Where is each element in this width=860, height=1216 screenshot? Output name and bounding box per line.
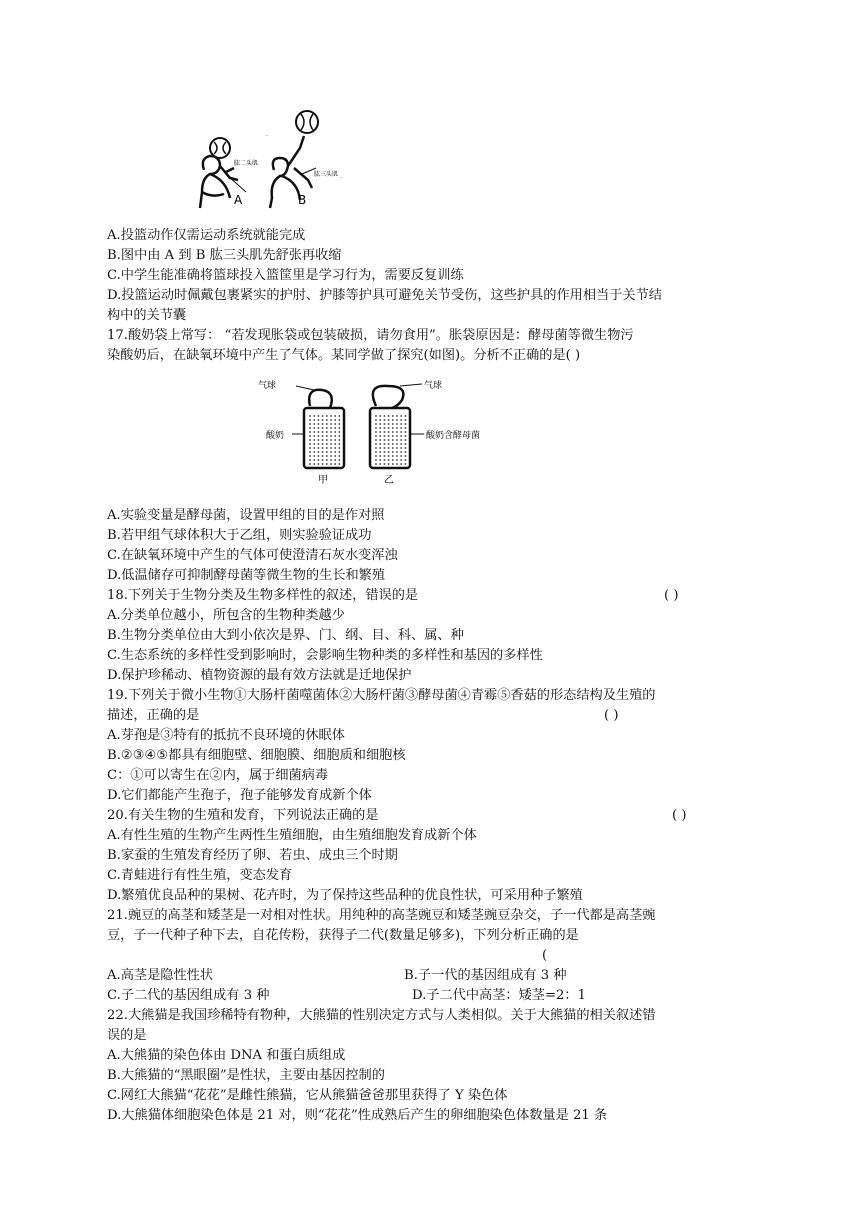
yogurt-dot — [313, 419, 315, 421]
yogurt-dot — [400, 455, 402, 457]
yogurt-dot — [396, 443, 398, 445]
yogurt-dot — [379, 423, 381, 425]
yogurt-dot — [388, 447, 390, 449]
yogurt-dot — [326, 447, 328, 449]
yogurt-dot — [405, 455, 407, 457]
yogurt-dot — [400, 427, 402, 429]
yogurt-dot — [384, 435, 386, 437]
yogurt-dot — [388, 419, 390, 421]
yogurt-dot — [318, 439, 320, 441]
yogurt-dot — [334, 423, 336, 425]
yogurt-dot — [330, 427, 332, 429]
person-a-icon — [200, 156, 238, 208]
yogurt-dot — [405, 463, 407, 465]
q21-stem: 21.豌豆的高茎和矮茎是一对相对性状。用纯种的高茎豌豆和矮茎豌豆杂交，子一代都是高茎豌 — [107, 908, 656, 923]
yogurt-dot — [313, 435, 315, 437]
yogurt-dot — [396, 451, 398, 453]
yogurt-dot — [339, 455, 341, 457]
yogurt-dot — [322, 427, 324, 429]
q20-option-a: A.有性生殖的生物产生两性生殖细胞，由生殖细胞发育成新个体 — [107, 828, 477, 843]
yogurt-dot — [400, 415, 402, 417]
q16-option-c: C.中学生能准确将篮球投入篮筐里是学习行为，需要反复训练 — [107, 268, 464, 283]
yogurt-dot — [379, 447, 381, 449]
yogurt-dot — [309, 415, 311, 417]
label-a: A — [234, 193, 243, 207]
yogurt-dot — [400, 435, 402, 437]
yogurt-dot — [326, 459, 328, 461]
yogurt-dot — [384, 423, 386, 425]
yogurt-dot — [384, 443, 386, 445]
yogurt-dot — [309, 427, 311, 429]
yogurt-dot — [375, 447, 377, 449]
q18-option-b: B.生物分类单位由大到小依次是界、门、纲、目、科、属、种 — [107, 628, 464, 643]
q22-option-a: A.大熊猫的染色体由 DNA 和蛋白质组成 — [107, 1048, 346, 1063]
yogurt-dot — [313, 415, 315, 417]
yogurt-dot — [379, 427, 381, 429]
yogurt-dot — [379, 443, 381, 445]
yogurt-dot — [326, 439, 328, 441]
yogurt-dot — [322, 415, 324, 417]
yogurt-dot — [396, 435, 398, 437]
yogurt-dot — [384, 447, 386, 449]
yogurt-dot — [318, 423, 320, 425]
yogurt-dot — [384, 451, 386, 453]
yogurt-dot — [330, 439, 332, 441]
yogurt-dot — [334, 447, 336, 449]
q21-option-a: A.高茎是隐性性状 — [107, 968, 214, 983]
yogurt-dot — [392, 431, 394, 433]
yogurt-dot — [384, 439, 386, 441]
yogurt-dot — [322, 439, 324, 441]
yogurt-dot — [334, 439, 336, 441]
yogurt-dot — [392, 455, 394, 457]
yogurt-dot — [330, 447, 332, 449]
q22-option-d: D.大熊猫体细胞染色体是 21 对，则“花花”性成熟后产生的卵细胞染色体数量是 21 条 — [107, 1108, 608, 1123]
yogurt-dot — [339, 459, 341, 461]
yogurt-dot — [339, 443, 341, 445]
yogurt-dot — [388, 459, 390, 461]
q19-option-a: A.芽孢是③特有的抵抗不良环境的休眠体 — [107, 728, 345, 743]
balloon-left-label: 气球 — [258, 381, 277, 391]
yogurt-dot — [330, 443, 332, 445]
balloon-right-label: 气球 — [424, 381, 443, 391]
yogurt-dot — [392, 427, 394, 429]
yogurt-dot — [388, 455, 390, 457]
yogurt-dot — [309, 455, 311, 457]
yogurt-dot — [405, 459, 407, 461]
yogurt-dot — [375, 459, 377, 461]
label-b: B — [298, 193, 307, 207]
q17-stem-cont: 染酸奶后，在缺氧环境中产生了气体。某同学做了探究(如图)。分析不正确的是( ) — [107, 348, 581, 363]
yogurt-dot — [309, 463, 311, 465]
yogurt-dot — [326, 427, 328, 429]
yogurt-dot — [326, 451, 328, 453]
yogurt-dot — [375, 443, 377, 445]
jia-label: 甲 — [318, 475, 328, 486]
yogurt-dot — [405, 439, 407, 441]
yogurt-dot — [322, 447, 324, 449]
q18-option-a: A.分类单位越小，所包含的生物种类越少 — [107, 608, 345, 623]
yogurt-dot — [318, 427, 320, 429]
yogurt-dot — [375, 419, 377, 421]
yogurt-dot — [309, 419, 311, 421]
yogurt-dot — [396, 419, 398, 421]
yogurt-dot — [318, 451, 320, 453]
yogurt-dot — [400, 447, 402, 449]
yogurt-dot — [396, 455, 398, 457]
q16-option-a: A.投篮动作仅需运动系统就能完成 — [107, 228, 306, 243]
yogurt-dot — [309, 459, 311, 461]
q22-stem-cont: 误的是 — [107, 1028, 147, 1043]
yogurt-dot — [379, 459, 381, 461]
q18-option-c: C.生态系统的多样性受到影响时，会影响生物种类的多样性和基因的多样性 — [107, 648, 543, 663]
q21-option-b: B.子一代的基因组成有 3 种 — [404, 968, 567, 983]
yogurt-dot — [309, 431, 311, 433]
yogurt-dot — [375, 435, 377, 437]
q18-option-d: D.保护珍稀动、植物资源的最有效方法就是迁地保护 — [107, 668, 412, 683]
yogurt-dot — [339, 439, 341, 441]
yogurt-dot — [405, 427, 407, 429]
bag-jia-icon — [304, 408, 344, 468]
yogurt-dot — [405, 443, 407, 445]
yogurt-dot — [330, 419, 332, 421]
yogurt-dot — [322, 431, 324, 433]
yogurt-dot — [392, 439, 394, 441]
yogurt-dot — [396, 447, 398, 449]
q21-answer-paren: ( — [542, 948, 548, 963]
yogurt-dot — [392, 451, 394, 453]
yi-label: 乙 — [384, 475, 394, 486]
yogurt-dot — [326, 431, 328, 433]
muscle-a-label: 肱二头肌 — [234, 160, 259, 167]
yogurt-dot — [405, 451, 407, 453]
q19-stem-cont: 描述，正确的是 — [107, 708, 200, 723]
yogurt-dot — [330, 423, 332, 425]
yogurt-dot — [388, 415, 390, 417]
yogurt-dot — [392, 463, 394, 465]
yogurt-dot — [384, 415, 386, 417]
yogurt-dot — [330, 451, 332, 453]
q19-stem: 19.下列关于微小生物①大肠杆菌噬菌体②大肠杆菌③酵母菌④青霉⑤香菇的形态结构及生殖的 — [107, 688, 656, 703]
q21-option-c: C.子二代的基因组成有 3 种 — [107, 988, 270, 1003]
q22-stem: 22.大熊猫是我国珍稀特有物种，大熊猫的性别决定方式与人类相似。关于大熊猫的相关叙述错 — [107, 1008, 656, 1023]
yogurt-dot — [388, 435, 390, 437]
svg-text:·: · — [340, 175, 342, 182]
yogurt-dot — [405, 435, 407, 437]
yogurt-dot — [400, 451, 402, 453]
yogurt-dot — [392, 435, 394, 437]
yogurt-dot — [384, 459, 386, 461]
yogurt-dot — [392, 443, 394, 445]
yogurt-dot — [379, 419, 381, 421]
yogurt-dot — [388, 463, 390, 465]
yogurt-dot — [313, 463, 315, 465]
yogurt-dot — [375, 463, 377, 465]
yogurt-dot — [326, 423, 328, 425]
yogurt-dot — [405, 415, 407, 417]
yogurt-dot — [384, 431, 386, 433]
yogurt-dot — [334, 435, 336, 437]
yogurt-dot — [313, 427, 315, 429]
yogurt-dot — [392, 459, 394, 461]
yogurt-dot — [400, 423, 402, 425]
q18-answer-paren: ( ) — [664, 588, 679, 603]
yogurt-dot — [313, 443, 315, 445]
q17-stem: 17.酸奶袋上常写： “若发现胀袋或包装破损，请勿食用”。胀袋原因是：酵母菌等微生物污 — [107, 328, 634, 343]
yogurt-dot — [313, 431, 315, 433]
q16-option-b: B.图中由 A 到 B 肱三头肌先舒张再收缩 — [107, 248, 342, 263]
yogurt-dot — [396, 423, 398, 425]
q18-stem: 18.下列关于生物分类及生物多样性的叙述，错误的是 — [107, 588, 419, 603]
yogurt-dot — [388, 431, 390, 433]
yogurt-dot — [318, 435, 320, 437]
yogurt-dot — [375, 427, 377, 429]
yogurt-dot — [388, 439, 390, 441]
yogurt-dot — [334, 443, 336, 445]
yogurt-dot — [313, 455, 315, 457]
yogurt-dot — [322, 419, 324, 421]
yogurt-dot — [309, 439, 311, 441]
yogurt-dot — [330, 435, 332, 437]
yogurt-dot — [330, 455, 332, 457]
yogurt-dot — [339, 447, 341, 449]
yogurt-dot — [318, 443, 320, 445]
q20-option-c: C.青蛙进行有性生殖，变态发育 — [107, 868, 293, 883]
yogurt-dot — [334, 463, 336, 465]
yogurt-dot — [322, 459, 324, 461]
yogurt-dot — [379, 415, 381, 417]
yogurt-dot — [334, 419, 336, 421]
yogurt-dot — [396, 439, 398, 441]
yogurt-dot — [379, 439, 381, 441]
yogurt-dot — [384, 455, 386, 457]
yogurt-dot — [326, 419, 328, 421]
yogurt-dot — [388, 423, 390, 425]
yogurt-dot — [379, 455, 381, 457]
yogurt-dot — [322, 443, 324, 445]
yogurt-dot — [322, 463, 324, 465]
q17-option-d: D.低温储存可抑制酵母菌等微生物的生长和繁殖 — [107, 568, 386, 583]
yogurt-dot — [318, 415, 320, 417]
yogurt-dot — [392, 447, 394, 449]
yogurt-dot — [405, 423, 407, 425]
yogurt-dot — [326, 443, 328, 445]
yogurt-dot — [313, 459, 315, 461]
yogurt-dot — [379, 431, 381, 433]
yogurt-dot — [318, 419, 320, 421]
yogurt-dot — [339, 435, 341, 437]
yogurt-dot — [400, 443, 402, 445]
q17-option-a: A.实验变量是酵母菌，设置甲组的目的是作对照 — [107, 508, 385, 523]
yogurt-dot — [318, 455, 320, 457]
left-bag-label: 酸奶 — [266, 431, 285, 441]
yogurt-dot — [339, 419, 341, 421]
yogurt-dot — [375, 439, 377, 441]
yogurt-dot — [326, 463, 328, 465]
yogurt-dot — [326, 415, 328, 417]
yogurt-dot — [322, 451, 324, 453]
yogurt-dot — [313, 423, 315, 425]
yogurt-dot — [375, 451, 377, 453]
yogurt-dot — [396, 415, 398, 417]
yogurt-dot — [375, 455, 377, 457]
yogurt-dot — [392, 423, 394, 425]
yogurt-dot — [392, 419, 394, 421]
yogurt-dot — [339, 427, 341, 429]
q16-option-d-cont: 构中的关节囊 — [107, 308, 187, 323]
q22-option-b: B.大熊猫的“黑眼圈”是性状，主要由基因控制的 — [107, 1068, 385, 1083]
yogurt-dot — [392, 415, 394, 417]
yogurt-dot — [388, 427, 390, 429]
yogurt-dot — [388, 443, 390, 445]
yogurt-dot — [334, 427, 336, 429]
yogurt-dot — [396, 463, 398, 465]
ball-b-icon — [296, 111, 318, 133]
yogurt-dot — [400, 459, 402, 461]
yogurt-dot — [309, 423, 311, 425]
yogurt-dot — [384, 427, 386, 429]
yogurt-dot — [318, 459, 320, 461]
yogurt-dot — [384, 463, 386, 465]
yogurt-bag-figure — [256, 376, 506, 486]
svg-text:·: · — [266, 133, 268, 140]
q19-option-d: D.它们都能产生孢子，孢子能够发育成新个体 — [107, 788, 372, 803]
yogurt-dot — [330, 415, 332, 417]
yogurt-dot — [313, 439, 315, 441]
yogurt-dot — [318, 463, 320, 465]
yogurt-dot — [396, 427, 398, 429]
yogurt-dot — [375, 431, 377, 433]
right-bag-label: 酸奶含酵母菌 — [426, 431, 481, 441]
yogurt-dot — [379, 435, 381, 437]
yogurt-dot — [334, 459, 336, 461]
yogurt-dot — [400, 439, 402, 441]
yogurt-dot — [388, 451, 390, 453]
yogurt-dot — [309, 447, 311, 449]
yogurt-dot — [339, 423, 341, 425]
yogurt-dot — [309, 451, 311, 453]
q17-option-c: C.在缺氧环境中产生的气体可使澄清石灰水变浑浊 — [107, 548, 398, 563]
yogurt-dot — [326, 435, 328, 437]
yogurt-dot — [322, 435, 324, 437]
q16-option-d: D.投篮运动时佩戴包裹紧实的护肘、护膝等护具可避免关节受伤，这些护具的作用相当于关节结 — [107, 288, 662, 303]
yogurt-dot — [309, 435, 311, 437]
yogurt-dot — [339, 415, 341, 417]
basketball-figure — [190, 108, 360, 214]
yogurt-dot — [396, 459, 398, 461]
yogurt-dot — [375, 423, 377, 425]
yogurt-dot — [405, 431, 407, 433]
q19-option-c: C：①可以寄生在②内，属于细菌病毒 — [107, 768, 329, 783]
bag-yi-icon — [370, 408, 410, 468]
q19-answer-paren: ( ) — [604, 708, 619, 723]
yogurt-dot — [405, 447, 407, 449]
yogurt-dot — [400, 463, 402, 465]
q19-option-b: B.②③④⑤都具有细胞壁、细胞膜、细胞质和细胞核 — [107, 748, 406, 763]
yogurt-dot — [379, 451, 381, 453]
yogurt-dot — [334, 431, 336, 433]
q20-answer-paren: ( ) — [672, 808, 687, 823]
yogurt-dot — [396, 431, 398, 433]
q20-stem: 20.有关生物的生殖和发育，下列说法正确的是 — [107, 808, 379, 823]
yogurt-dot — [309, 443, 311, 445]
yogurt-dot — [326, 455, 328, 457]
yogurt-dot — [318, 431, 320, 433]
yogurt-dot — [322, 423, 324, 425]
yogurt-dot — [318, 447, 320, 449]
yogurt-dot — [334, 451, 336, 453]
yogurt-dot — [334, 415, 336, 417]
yogurt-dot — [375, 415, 377, 417]
q21-option-d: D.子二代中高茎：矮茎=2：1 — [412, 988, 586, 1003]
yogurt-dot — [400, 431, 402, 433]
yogurt-dot — [322, 455, 324, 457]
yogurt-dot — [339, 463, 341, 465]
yogurt-dot — [339, 431, 341, 433]
yogurt-dot — [313, 447, 315, 449]
yogurt-dot — [330, 459, 332, 461]
q17-option-b: B.若甲组气球体积大于乙组，则实验验证成功 — [107, 528, 372, 543]
yogurt-dot — [379, 463, 381, 465]
yogurt-dot — [339, 451, 341, 453]
q22-option-c: C.网红大熊猫“花花”是雌性熊猫，它从熊猫爸爸那里获得了 Y 染色体 — [107, 1088, 508, 1103]
q20-option-d: D.繁殖优良品种的果树、花卉时，为了保持这些品种的优良性状，可采用种子繁殖 — [107, 888, 583, 903]
q21-stem-cont: 豆，子一代种子种下去，自花传粉，获得子二代(数量足够多)，下列分析正确的是 — [107, 928, 579, 943]
yogurt-dot — [313, 451, 315, 453]
yogurt-dot — [400, 419, 402, 421]
yogurt-dot — [384, 419, 386, 421]
muscle-b-label: 肱三头肌 — [314, 171, 339, 178]
yogurt-dot — [405, 419, 407, 421]
yogurt-dot — [330, 431, 332, 433]
yogurt-dot — [330, 463, 332, 465]
yogurt-dot — [334, 455, 336, 457]
q20-option-b: B.家蚕的生殖发育经历了卵、若虫、成虫三个时期 — [107, 848, 398, 863]
